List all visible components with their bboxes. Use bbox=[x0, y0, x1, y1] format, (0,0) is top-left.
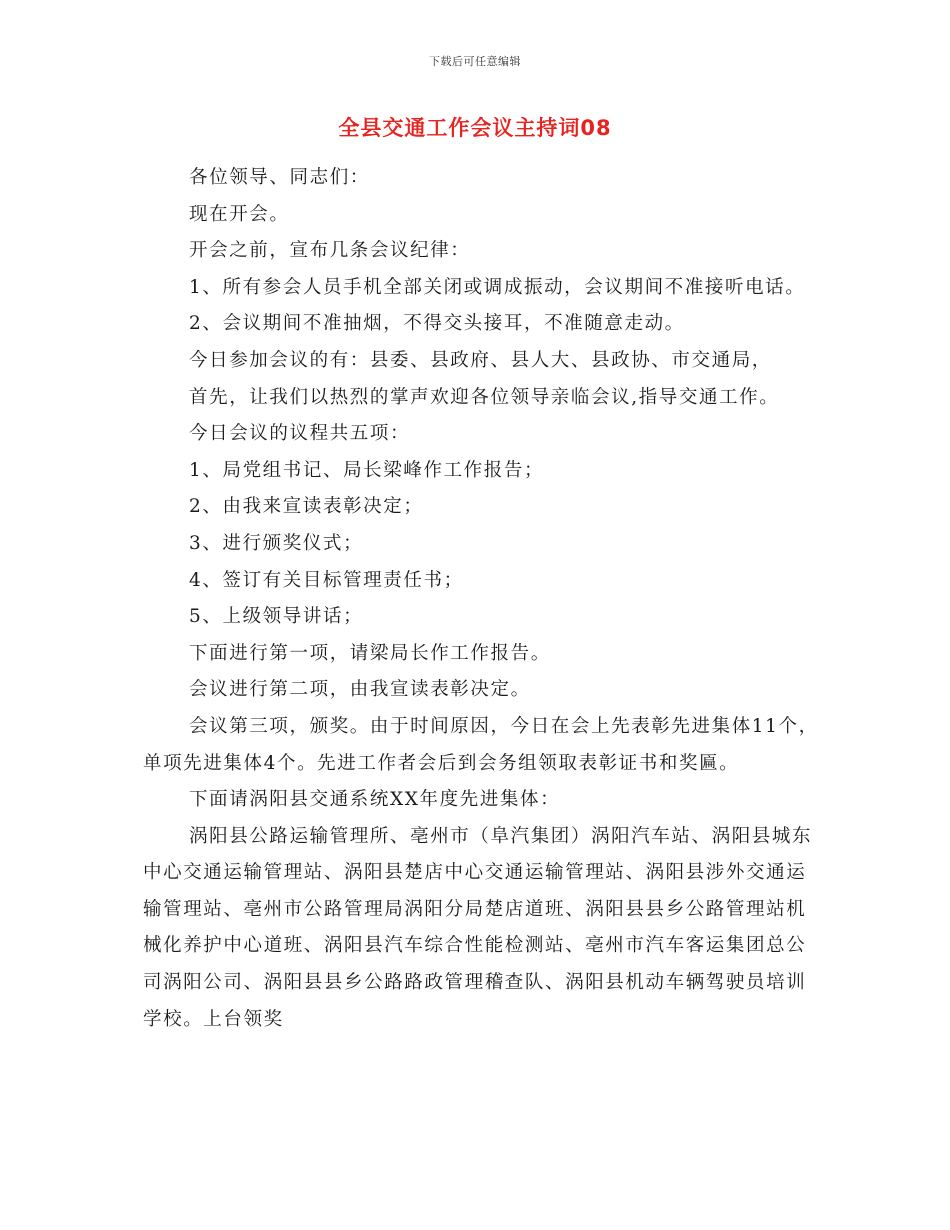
paragraph: 2、会议期间不准抽烟，不得交头接耳，不准随意走动。 bbox=[189, 313, 685, 335]
paragraph: 下面请涡阳县交通系统XX年度先进集体： bbox=[189, 789, 561, 811]
paragraph: 4、签订有关目标管理责任书； bbox=[189, 569, 464, 591]
document-title: 全县交通工作会议主持词08 bbox=[338, 116, 612, 140]
paragraph: 会议进行第二项，由我宣读表彰决定。 bbox=[189, 679, 531, 701]
paragraph: 首先，让我们以热烈的掌声欢迎各位领导亲临会议,指导交通工作。 bbox=[189, 386, 780, 408]
paragraph: 下面进行第一项，请梁局长作工作报告。 bbox=[189, 642, 551, 664]
paragraph: 各位领导、同志们： bbox=[189, 167, 370, 188]
paragraph: 5、上级领导讲话； bbox=[189, 606, 364, 628]
paragraph: 1、所有参会人员手机全部关闭或调成振动，会议期间不准接听电话。 bbox=[189, 276, 806, 298]
paragraph: 2、由我来宣读表彰决定； bbox=[189, 496, 424, 518]
paragraph: 现在开会。 bbox=[189, 203, 290, 225]
paragraph: 涡阳县公路运输管理所、亳州市（阜汽集团）涡阳汽车站、涡阳县城东中心交通运输管理站、涡阳县楚店中心交通运输管理站、涡阳县涉外交通运输管理站、亳州市公路管理局涡阳分局楚店道班、涡阳县县乡公路管理站机械化养护中心道班、涡阳县汽车综合性能检测站、亳州市汽车客运集团总公司涡阳公司、涡阳县县乡公路路政管理稽查队、涡阳县机动车辆驾驶员培训学校。上台领奖 bbox=[143, 825, 813, 1030]
paragraph: 3、进行颁奖仪式； bbox=[189, 532, 364, 554]
header-note: 下载后可任意编辑 bbox=[429, 55, 521, 68]
paragraph: 开会之前，宣布几条会议纪律： bbox=[189, 240, 471, 262]
paragraph: 会议第三项，颁奖。由于时间原因，今日在会上先表彰先进集体11个，单项先进集体4个。先进工作者会后到会务组领取表彰证书和奖匾。 bbox=[143, 715, 819, 774]
document-body bbox=[143, 160, 823, 1038]
paragraph: 今日会议的议程共五项： bbox=[189, 423, 411, 445]
paragraph: 1、局党组书记、局长梁峰作工作报告； bbox=[189, 459, 545, 481]
paragraph: 今日参加会议的有：县委、县政府、县人大、县政协、市交通局， bbox=[189, 349, 772, 371]
